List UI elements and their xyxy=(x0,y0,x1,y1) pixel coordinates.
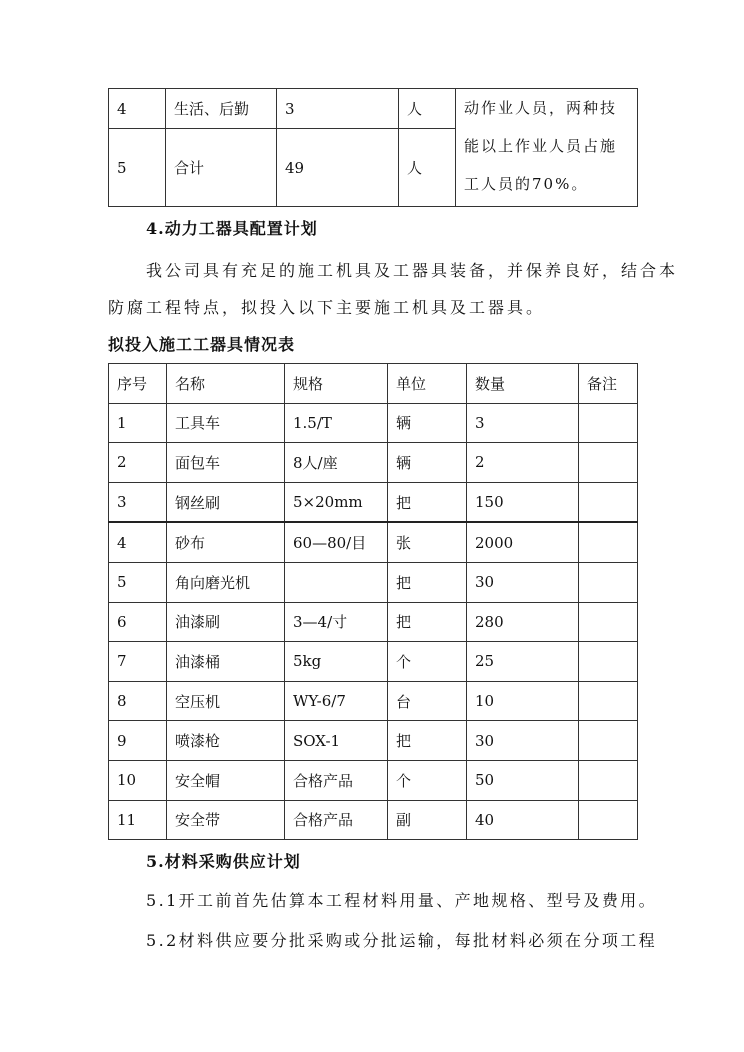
cell-no: 8 xyxy=(109,681,167,721)
cell-unit: 副 xyxy=(388,800,467,840)
header-unit: 单位 xyxy=(388,364,467,404)
cell-name: 工具车 xyxy=(167,403,285,443)
cell-no: 9 xyxy=(109,721,167,761)
table-header-row xyxy=(109,364,638,404)
cell-unit: 辆 xyxy=(388,403,467,443)
table-row xyxy=(109,721,638,761)
section-5-heading: 5.材料采购供应计划 xyxy=(146,852,301,871)
cell-qty: 280 xyxy=(467,602,579,642)
table-row xyxy=(109,681,638,721)
cell-role: 合计 xyxy=(166,129,277,207)
cell-note xyxy=(579,562,638,602)
cell-no: 2 xyxy=(109,443,167,483)
cell-spec: 60—80/目 xyxy=(285,522,388,562)
header-no: 序号 xyxy=(109,364,167,404)
cell-count: 3 xyxy=(277,89,399,129)
cell-spec: 合格产品 xyxy=(285,760,388,800)
cell-spec: 1.5/T xyxy=(285,403,388,443)
cell-note xyxy=(579,800,638,840)
cell-spec: WY-6/7 xyxy=(285,681,388,721)
cell-name: 面包车 xyxy=(167,443,285,483)
cell-spec: 5kg xyxy=(285,642,388,682)
cell-spec: 5×20mm xyxy=(285,482,388,522)
cell-spec xyxy=(285,562,388,602)
cell-qty: 50 xyxy=(467,760,579,800)
cell-qty: 30 xyxy=(467,562,579,602)
cell-spec: SOX-1 xyxy=(285,721,388,761)
cell-unit: 个 xyxy=(388,642,467,682)
cell-unit: 把 xyxy=(388,721,467,761)
cell-no: 10 xyxy=(109,760,167,800)
cell-unit: 人 xyxy=(399,129,456,207)
cell-unit: 辆 xyxy=(388,443,467,483)
cell-note xyxy=(579,760,638,800)
table-row xyxy=(109,403,638,443)
cell-name: 钢丝刷 xyxy=(167,482,285,522)
table-row xyxy=(109,482,638,522)
tools-table-title: 拟投入施工工器具情况表 xyxy=(108,335,296,354)
cell-qty: 150 xyxy=(467,482,579,522)
header-name: 名称 xyxy=(167,364,285,404)
table-row xyxy=(109,562,638,602)
cell-no: 1 xyxy=(109,403,167,443)
tools-table xyxy=(108,363,638,840)
cell-name: 喷漆枪 xyxy=(167,721,285,761)
cell-unit: 个 xyxy=(388,760,467,800)
cell-spec: 合格产品 xyxy=(285,800,388,840)
cell-no: 6 xyxy=(109,602,167,642)
cell-no: 3 xyxy=(109,482,167,522)
cell-qty: 25 xyxy=(467,642,579,682)
cell-name: 砂布 xyxy=(167,522,285,562)
cell-note xyxy=(579,443,638,483)
cell-spec: 3—4/寸 xyxy=(285,602,388,642)
cell-name: 角向磨光机 xyxy=(167,562,285,602)
cell-unit: 人 xyxy=(399,89,456,129)
section-4-heading: 4.动力工器具配置计划 xyxy=(146,219,318,238)
cell-note xyxy=(579,721,638,761)
table-row xyxy=(109,760,638,800)
section-4-paragraph-line-1: 我公司具有充足的施工机具及工器具装备，并保养良好，结合本 xyxy=(146,261,679,280)
table-row xyxy=(109,89,638,129)
table-row xyxy=(109,800,638,840)
cell-role: 生活、后勤 xyxy=(166,89,277,129)
cell-unit: 把 xyxy=(388,562,467,602)
cell-unit: 台 xyxy=(388,681,467,721)
cell-name: 油漆刷 xyxy=(167,602,285,642)
cell-note xyxy=(579,602,638,642)
cell-no: 4 xyxy=(109,89,166,129)
cell-no: 7 xyxy=(109,642,167,682)
section-5-item-1: 5.1开工前首先估算本工程材料用量、产地规格、型号及费用。 xyxy=(146,891,658,910)
cell-unit: 把 xyxy=(388,482,467,522)
cell-name: 空压机 xyxy=(167,681,285,721)
cell-note xyxy=(579,642,638,682)
table-row xyxy=(109,602,638,642)
section-4-paragraph-line-2: 防腐工程特点，拟投入以下主要施工机具及工器具。 xyxy=(108,298,546,317)
header-note: 备注 xyxy=(579,364,638,404)
header-spec: 规格 xyxy=(285,364,388,404)
cell-note xyxy=(579,522,638,562)
cell-note xyxy=(579,681,638,721)
cell-qty: 10 xyxy=(467,681,579,721)
cell-no: 5 xyxy=(109,129,166,207)
cell-note xyxy=(579,482,638,522)
header-qty: 数量 xyxy=(467,364,579,404)
cell-name: 安全帽 xyxy=(167,760,285,800)
cell-qty: 30 xyxy=(467,721,579,761)
staff-table xyxy=(108,88,638,207)
cell-spec: 8人/座 xyxy=(285,443,388,483)
cell-name: 油漆桶 xyxy=(167,642,285,682)
cell-note: 动作业人员，两种技能以上作业人员占施工人员的70%。 xyxy=(456,89,638,207)
cell-qty: 40 xyxy=(467,800,579,840)
cell-count: 49 xyxy=(277,129,399,207)
cell-qty: 3 xyxy=(467,403,579,443)
cell-name: 安全带 xyxy=(167,800,285,840)
cell-unit: 张 xyxy=(388,522,467,562)
cell-note xyxy=(579,403,638,443)
section-5-item-2: 5.2材料供应要分批采购或分批运输，每批材料必须在分项工程 xyxy=(146,931,658,950)
cell-qty: 2000 xyxy=(467,522,579,562)
cell-unit: 把 xyxy=(388,602,467,642)
table-row xyxy=(109,443,638,483)
cell-no: 5 xyxy=(109,562,167,602)
cell-no: 11 xyxy=(109,800,167,840)
table-row xyxy=(109,522,638,562)
cell-no: 4 xyxy=(109,522,167,562)
cell-qty: 2 xyxy=(467,443,579,483)
table-row xyxy=(109,642,638,682)
